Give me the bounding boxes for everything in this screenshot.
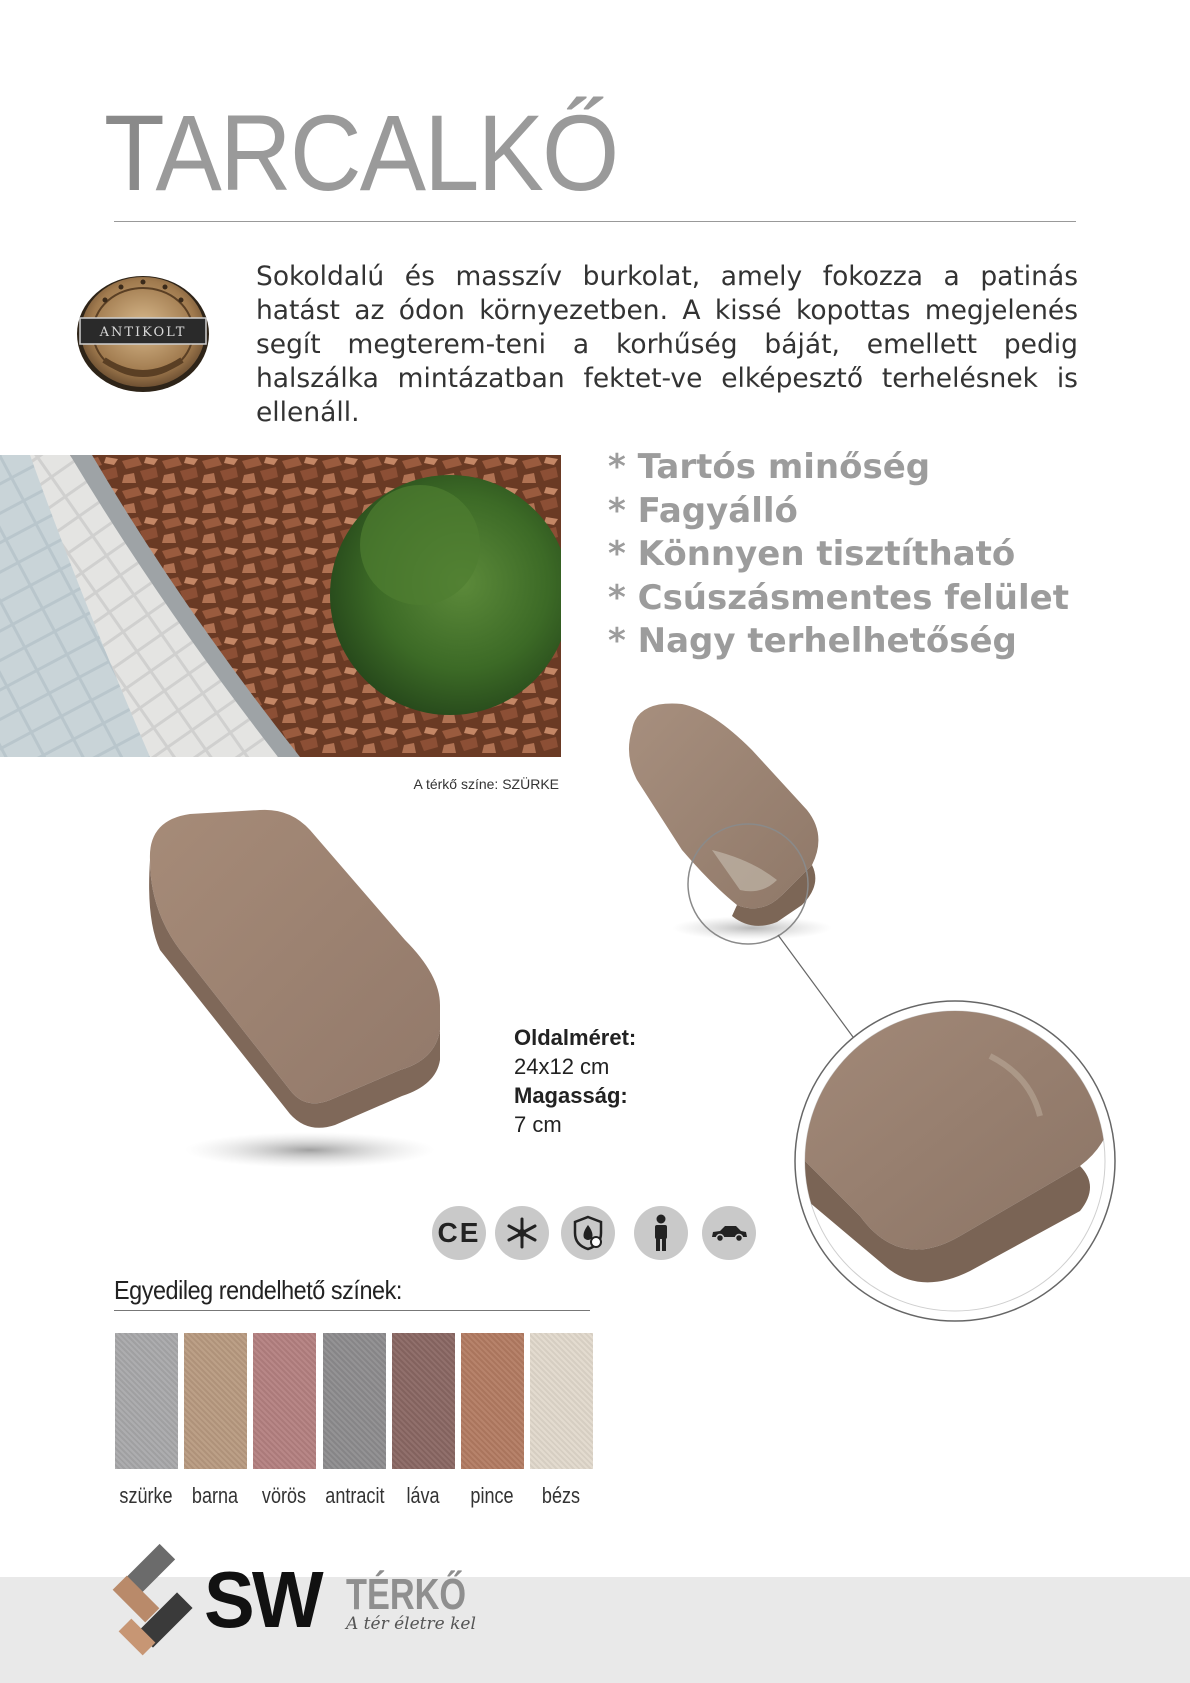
- colors-heading: Egyedileg rendelhető színek:: [114, 1275, 402, 1305]
- swatch-label: pince: [470, 1483, 514, 1508]
- swatch-label: bézs: [541, 1483, 581, 1508]
- feature-item: * Könnyen tisztítható: [608, 534, 1016, 574]
- swatch-label: barna: [191, 1483, 239, 1508]
- feature-item: * Nagy terhelhetőség: [608, 621, 1017, 661]
- feature-item: * Tartós minőség: [608, 447, 931, 487]
- title-divider: [114, 221, 1076, 222]
- dimensions-block: [514, 1023, 636, 1139]
- sw-logo-icon: [108, 1540, 206, 1658]
- stone-small-image: [612, 690, 852, 950]
- brand-tagline: A tér életre kel: [346, 1614, 476, 1634]
- svg-text:ANTIKOLT: ANTIKOLT: [99, 325, 187, 340]
- car-icon: [702, 1206, 756, 1260]
- page-title: [104, 92, 618, 213]
- swatch-label: antracit: [325, 1483, 385, 1508]
- feature-item: * Fagyálló: [608, 490, 798, 531]
- swatch-label: szürke: [119, 1483, 173, 1508]
- title-initial: T: [104, 92, 156, 213]
- swatch-bezs: [530, 1333, 593, 1469]
- property-icons: [0, 1206, 1190, 1262]
- swatch-szurke: [115, 1333, 178, 1469]
- person-icon: [634, 1206, 688, 1260]
- snowflake-icon: [495, 1206, 549, 1260]
- brand-subtitle: TÉRKŐ: [346, 1570, 467, 1619]
- swatch-pince: [461, 1333, 524, 1469]
- ce-mark-text: CE: [437, 1217, 481, 1248]
- swatch-voros: [253, 1333, 316, 1469]
- feature-item: * Csúszásmentes felület: [608, 577, 1069, 618]
- water-drop-shield-icon: [561, 1206, 615, 1260]
- color-swatches: [115, 1333, 592, 1508]
- side-size-value: 24x12 cm: [514, 1054, 610, 1079]
- intro-paragraph: Sokoldalú és masszív burkolat, amely fokozza a patinás hatást az ódon környezetben. A kissé kopottas megjelenés segít megterem-teni a korhűség báját, emellett pedig halszálka mintázatban fektet-ve elképesztő terhelésnek is ellenáll.: [256, 261, 1078, 428]
- brand-name: SW: [204, 1555, 321, 1644]
- antikolt-badge-icon: [74, 268, 212, 394]
- zoom-detail-circle: [790, 996, 1120, 1326]
- title-rest: ARCALKŐ: [155, 92, 618, 213]
- side-size-label: Oldalméret:: [514, 1025, 637, 1050]
- swatch-lava: [392, 1333, 455, 1469]
- ce-mark-icon: [432, 1206, 486, 1260]
- colors-divider: [114, 1310, 590, 1311]
- swatch-barna: [184, 1333, 247, 1469]
- photo-caption: A térkő színe: SZÜRKE: [413, 776, 559, 792]
- feature-list: [608, 446, 1069, 664]
- antikolt-badge: [74, 268, 212, 394]
- swatch-label: láva: [406, 1483, 440, 1508]
- height-label: Magasság:: [514, 1083, 628, 1108]
- height-value: 7 cm: [514, 1112, 562, 1137]
- paving-photo: [0, 455, 561, 757]
- stone-large-image: [140, 800, 480, 1180]
- swatch-label: vörös: [261, 1483, 307, 1508]
- swatch-antracit: [323, 1333, 386, 1469]
